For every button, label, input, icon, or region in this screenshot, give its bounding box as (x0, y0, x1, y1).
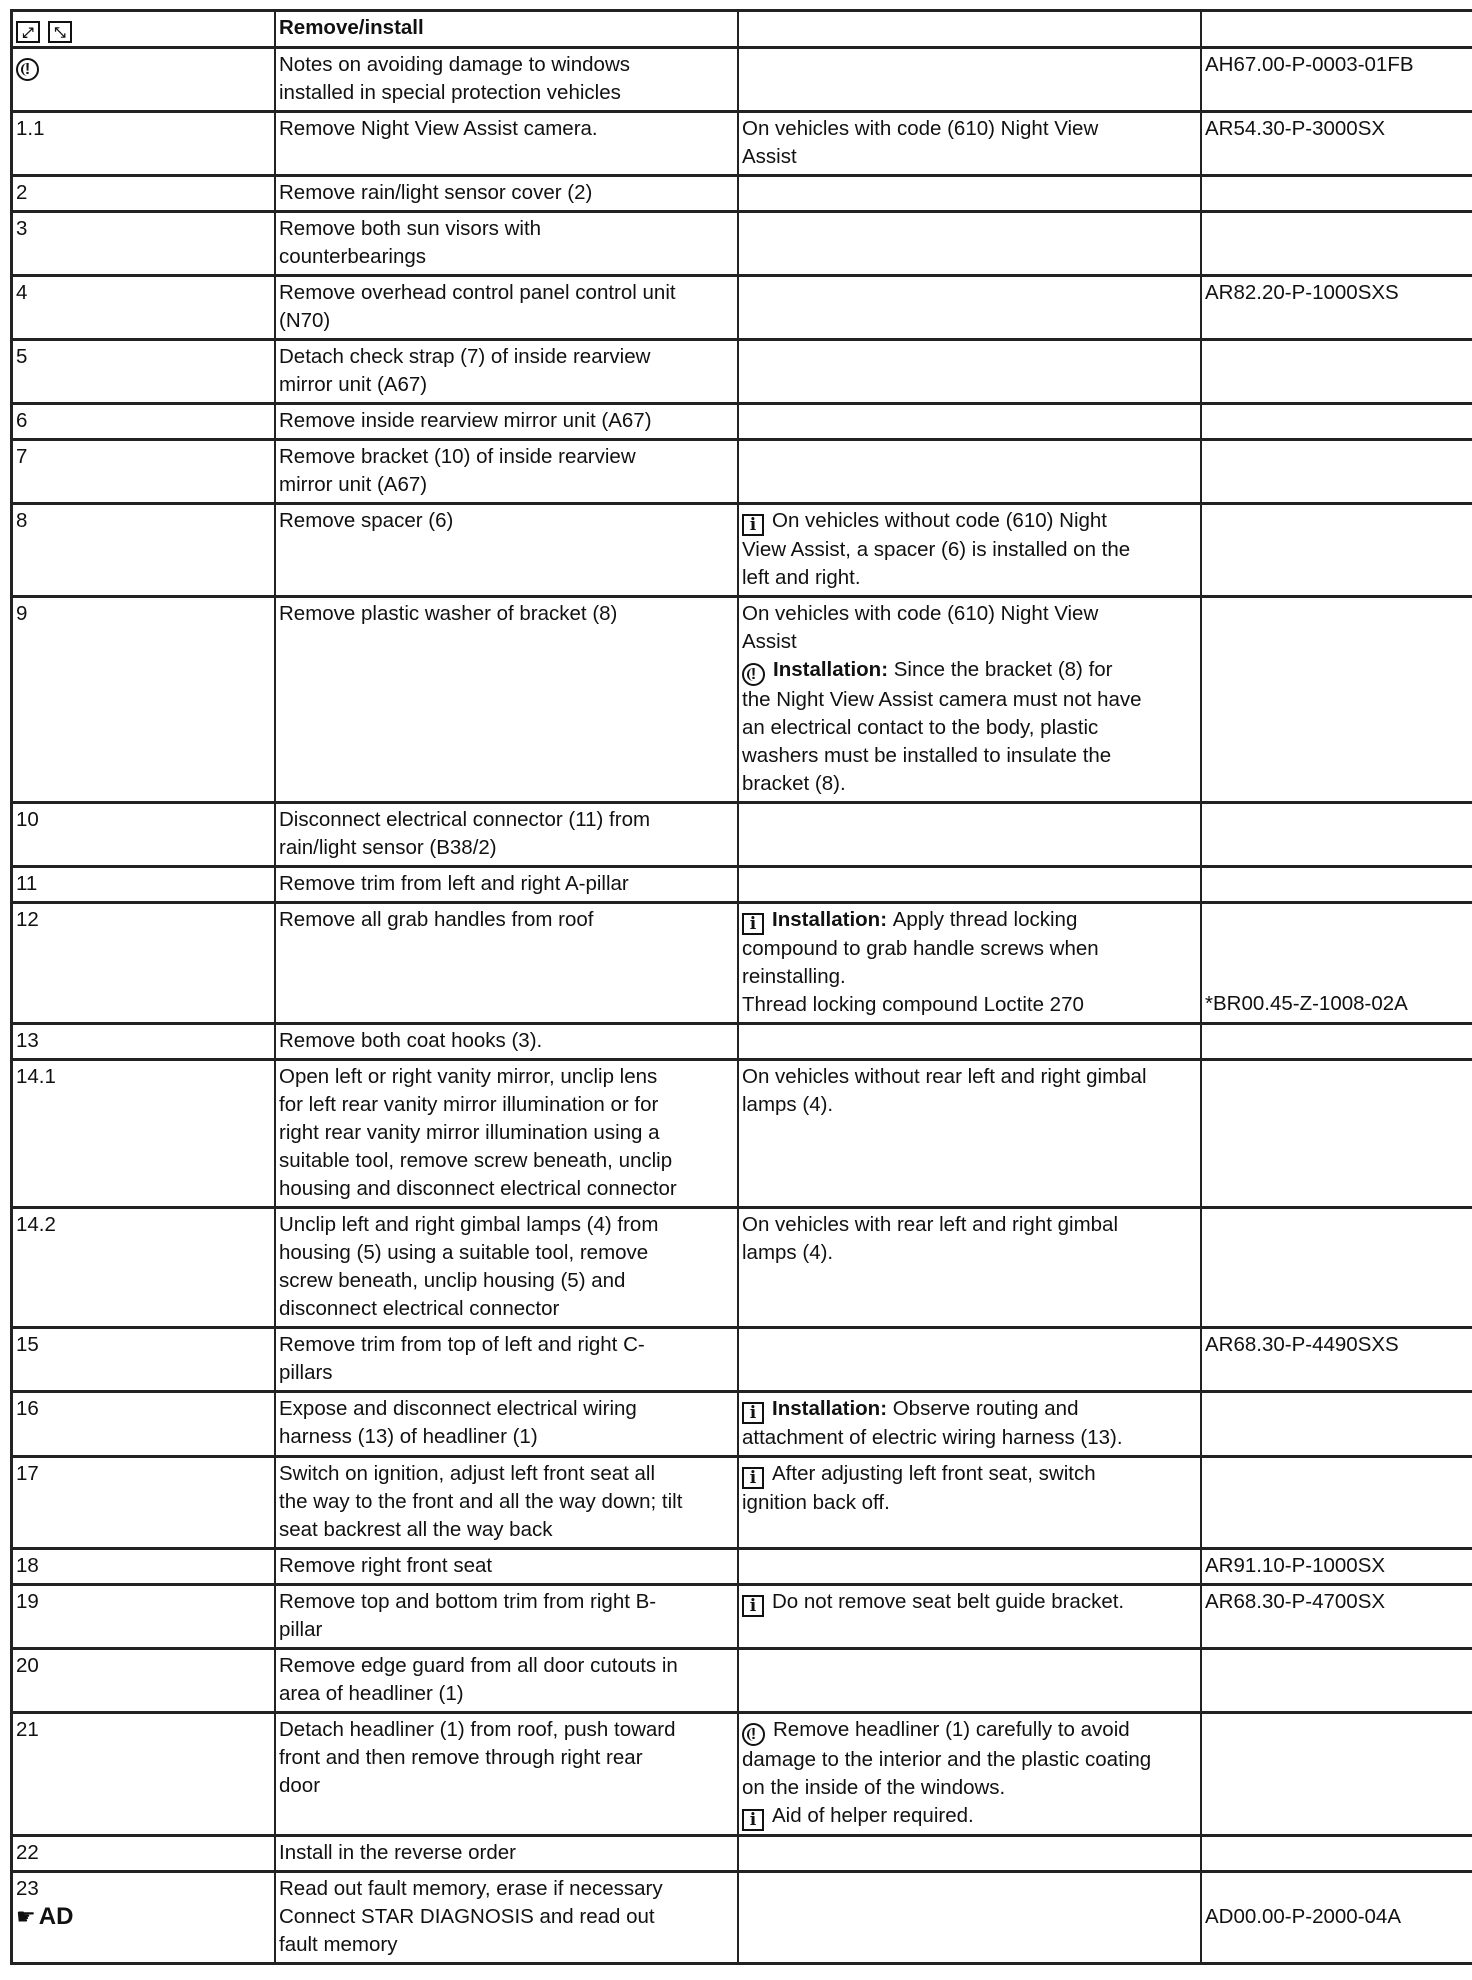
step-cell (12, 340, 276, 404)
step-number: 18 (16, 1554, 39, 1577)
table-row (12, 1024, 1472, 1060)
table-row (12, 803, 1472, 867)
rows.18.action-line: the way to the front and all the way down; tilt (279, 1490, 683, 1513)
note-block (742, 1802, 1197, 1831)
reference-cell (1201, 1585, 1472, 1649)
rows.12.action-line: Remove all grab handles from roof (279, 908, 594, 931)
rows.14.action-line: housing and disconnect electrical connector (279, 1177, 677, 1200)
rows.11.action-line: Remove trim from left and right A-pillar (279, 872, 629, 895)
rows.22.action-line: Detach headliner (1) from roof, push toward (279, 1718, 676, 1741)
table-row (12, 1836, 1472, 1872)
note-line: left and right. (742, 566, 861, 589)
reference-cell (1201, 867, 1472, 903)
step-number: 10 (16, 808, 39, 831)
note-line: ignition back off. (742, 1491, 890, 1514)
reference-link (1205, 934, 1472, 962)
step-cell (12, 1208, 276, 1328)
notes-cell (738, 1060, 1201, 1208)
note-line: On vehicles without rear left and right gimbal (742, 1065, 1147, 1088)
note-block (742, 906, 1197, 991)
step-number: 13 (16, 1029, 39, 1052)
reference-link[interactable]: AR91.10-P-1000SX (1205, 1554, 1386, 1577)
reference-link[interactable]: AR54.30-P-3000SX (1205, 117, 1386, 140)
action-cell (275, 176, 738, 212)
ad-badge-label: AD (38, 1903, 74, 1930)
note-line: i Aid of helper required. (742, 1802, 1197, 1831)
rows.16.action-line: Remove trim from top of left and right C- (279, 1333, 645, 1356)
reference-cell (1201, 1713, 1472, 1836)
action-cell (275, 340, 738, 404)
rows.15.action-line: screw beneath, unclip housing (5) and (279, 1269, 626, 1292)
notes-cell (738, 1585, 1201, 1649)
notes-cell (738, 1328, 1201, 1392)
notes-cell (738, 504, 1201, 597)
procedure-table (10, 9, 1472, 1965)
info-icon: i (742, 1809, 764, 1831)
reference-link[interactable]: AH67.00-P-0003-01FB (1205, 53, 1414, 76)
header-notes-cell (738, 11, 1201, 48)
table-row (12, 1208, 1472, 1328)
step-number: 11 (16, 872, 38, 895)
action-cell (275, 1585, 738, 1649)
table-row (12, 48, 1472, 112)
action-cell (275, 276, 738, 340)
reference-cell (1201, 48, 1472, 112)
note-block (742, 115, 1197, 171)
header-icons-cell (12, 11, 276, 48)
step-cell (12, 48, 276, 112)
rows.10.action-line: Disconnect electrical connector (11) from (279, 808, 651, 831)
action-cell (275, 404, 738, 440)
note-block (742, 507, 1197, 592)
action-cell (275, 48, 738, 112)
note-block (742, 991, 1197, 1019)
step-cell (12, 803, 276, 867)
info-icon: i (742, 913, 764, 935)
step-cell (12, 176, 276, 212)
step-cell (12, 1024, 276, 1060)
step-cell (12, 1392, 276, 1457)
table-row (12, 440, 1472, 504)
notes-cell (738, 1549, 1201, 1585)
info-icon: i (742, 1402, 764, 1424)
reference-cell (1201, 112, 1472, 176)
note-block (742, 1211, 1197, 1267)
rows.14.action-line: Open left or right vanity mirror, unclip lens (279, 1065, 658, 1088)
reference-link[interactable]: AR68.30-P-4490SXS (1205, 1333, 1399, 1356)
note-line: i On vehicles without code (610) Night (742, 507, 1197, 536)
rows.16.action-line: pillars (279, 1361, 333, 1384)
step-number: 14.1 (16, 1065, 56, 1088)
rows.9.action-line: Remove plastic washer of bracket (8) (279, 602, 618, 625)
table-row (12, 404, 1472, 440)
step-number: 9 (16, 602, 28, 625)
action-cell (275, 112, 738, 176)
note-label: Installation: (772, 908, 893, 931)
note-line: an electrical contact to the body, plastic (742, 716, 1099, 739)
rows.13.action-line: Remove both coat hooks (3). (279, 1029, 543, 1052)
rows.20.action-line: Remove top and bottom trim from right B- (279, 1590, 657, 1613)
rows.14.action-line: for left rear vanity mirror illumination or for (279, 1093, 659, 1116)
table-row (12, 1549, 1472, 1585)
warning-icon: ! (742, 663, 765, 686)
rows.14.action-line: right rear vanity mirror illumination using a (279, 1121, 660, 1144)
rows.3.action-line: counterbearings (279, 245, 427, 268)
reference-cell (1201, 504, 1472, 597)
action-cell (275, 1872, 738, 1964)
table-row (12, 276, 1472, 340)
note-block (742, 1588, 1197, 1617)
step-cell (12, 1457, 276, 1549)
rows.24.action-line: Connect STAR DIAGNOSIS and read out (279, 1905, 655, 1928)
rows.15.action-line: disconnect electrical connector (279, 1297, 560, 1320)
reference-cell (1201, 1392, 1472, 1457)
note-block (742, 1460, 1197, 1517)
step-number: 5 (16, 345, 28, 368)
action-cell (275, 803, 738, 867)
rows.21.action-line: area of headliner (1) (279, 1682, 464, 1705)
table-row (12, 1060, 1472, 1208)
table-row (12, 112, 1472, 176)
reference-cell (1201, 212, 1472, 276)
note-line: Thread locking compound Loctite 270 (742, 993, 1084, 1016)
step-cell (12, 276, 276, 340)
step-cell (12, 1713, 276, 1836)
table-row (12, 1713, 1472, 1836)
rows.23.action-line: Install in the reverse order (279, 1841, 517, 1864)
rows.5.action-line: Detach check strap (7) of inside rearview (279, 345, 651, 368)
action-cell (275, 1713, 738, 1836)
reference-cell (1201, 1836, 1472, 1872)
note-block (742, 600, 1197, 656)
step-cell (12, 1836, 276, 1872)
notes-cell (738, 867, 1201, 903)
note-line: Assist (742, 145, 797, 168)
table-row (12, 1328, 1472, 1392)
step-cell (12, 504, 276, 597)
header-ref-cell (1201, 11, 1472, 48)
step-number: 7 (16, 445, 28, 468)
rows.2.action-line: Remove rain/light sensor cover (2) (279, 181, 593, 204)
step-cell (12, 1649, 276, 1713)
rows.0.action-line: Notes on avoiding damage to windows (279, 53, 630, 76)
note-line: On vehicles with rear left and right gimbal (742, 1213, 1119, 1236)
reference-link (1205, 962, 1472, 990)
note-line: i Installation: Observe routing and (742, 1395, 1197, 1424)
action-cell (275, 1549, 738, 1585)
action-cell (275, 1328, 738, 1392)
rows.20.action-line: pillar (279, 1618, 323, 1641)
step-number: 23 (16, 1877, 39, 1900)
step-cell (12, 867, 276, 903)
notes-cell (738, 276, 1201, 340)
notes-cell (738, 1649, 1201, 1713)
rows.18.action-line: Switch on ignition, adjust left front seat all (279, 1462, 656, 1485)
rows.22.action-line: front and then remove through right rear (279, 1746, 643, 1769)
note-line: bracket (8). (742, 772, 846, 795)
warning-icon: ! (16, 58, 39, 81)
reference-cell (1201, 1549, 1472, 1585)
reference-cell (1201, 404, 1472, 440)
notes-cell (738, 440, 1201, 504)
note-block (742, 1716, 1197, 1802)
note-line: Assist (742, 630, 797, 653)
note-line: On vehicles with code (610) Night View (742, 117, 1099, 140)
action-cell (275, 504, 738, 597)
reference-cell (1201, 597, 1472, 803)
rows.8.action-line: Remove spacer (6) (279, 509, 454, 532)
note-line: On vehicles with code (610) Night View (742, 602, 1099, 625)
note-line: i After adjusting left front seat, switch (742, 1460, 1197, 1489)
action-cell (275, 1836, 738, 1872)
step-number: 14.2 (16, 1213, 56, 1236)
note-line: on the inside of the windows. (742, 1776, 1006, 1799)
rows.18.action-line: seat backrest all the way back (279, 1518, 553, 1541)
rows.10.action-line: rain/light sensor (B38/2) (279, 836, 497, 859)
table-row (12, 340, 1472, 404)
step-cell (12, 440, 276, 504)
reference-cell (1201, 1872, 1472, 1964)
notes-cell (738, 48, 1201, 112)
rows.6.action-line: Remove inside rearview mirror unit (A67) (279, 409, 652, 432)
reference-link (1205, 906, 1472, 934)
step-number: 16 (16, 1397, 39, 1420)
table-row (12, 1457, 1472, 1549)
notes-cell (738, 1836, 1201, 1872)
reference-link (1205, 1875, 1472, 1903)
note-line: i Do not remove seat belt guide bracket. (742, 1588, 1197, 1617)
step-cell (12, 1585, 276, 1649)
rows.14.action-line: suitable tool, remove screw beneath, unclip (279, 1149, 673, 1172)
step-cell (12, 212, 276, 276)
reference-link[interactable]: *BR00.45-Z-1008-02A (1205, 992, 1408, 1015)
table-row (12, 597, 1472, 803)
note-line: View Assist, a spacer (6) is installed on the (742, 538, 1131, 561)
reference-cell (1201, 803, 1472, 867)
reference-cell (1201, 340, 1472, 404)
notes-cell (738, 212, 1201, 276)
warning-icon: ! (742, 1723, 765, 1746)
note-line: attachment of electric wiring harness (13). (742, 1426, 1123, 1449)
reference-cell (1201, 1457, 1472, 1549)
step-number: 22 (16, 1841, 39, 1864)
notes-cell (738, 903, 1201, 1024)
reference-link[interactable]: AR68.30-P-4700SX (1205, 1590, 1386, 1613)
rows.24.action-line: fault memory (279, 1933, 398, 1956)
step-cell (12, 1872, 276, 1964)
note-line: lamps (4). (742, 1093, 834, 1116)
rows.0.action-line: installed in special protection vehicles (279, 81, 621, 104)
table-row (12, 867, 1472, 903)
table-header-row (12, 11, 1472, 48)
table-row (12, 1872, 1472, 1964)
notes-cell (738, 1713, 1201, 1836)
rows.15.action-line: housing (5) using a suitable tool, remove (279, 1241, 649, 1264)
reference-cell (1201, 276, 1472, 340)
note-line: compound to grab handle screws when (742, 937, 1099, 960)
rows.24.action-line: Read out fault memory, erase if necessary (279, 1877, 663, 1900)
step-number: 19 (16, 1590, 39, 1613)
table-row (12, 1585, 1472, 1649)
rows.1.action-line: Remove Night View Assist camera. (279, 117, 598, 140)
note-block (742, 656, 1197, 798)
table-row (12, 1392, 1472, 1457)
note-line: i Installation: Apply thread locking (742, 906, 1197, 935)
notes-cell (738, 404, 1201, 440)
rows.3.action-line: Remove both sun visors with (279, 217, 542, 240)
action-cell (275, 1208, 738, 1328)
reference-cell (1201, 1208, 1472, 1328)
step-number: 15 (16, 1333, 39, 1356)
reference-cell (1201, 1649, 1472, 1713)
rows.5.action-line: mirror unit (A67) (279, 373, 428, 396)
note-line: ! Installation: Since the bracket (8) for (742, 656, 1197, 686)
notes-cell (738, 340, 1201, 404)
table-row (12, 504, 1472, 597)
diagnosis-hand-icon (16, 1903, 73, 1931)
note-label: Installation: (772, 1397, 893, 1420)
info-icon: i (742, 1467, 764, 1489)
step-number: 4 (16, 281, 28, 304)
reference-cell (1201, 1024, 1472, 1060)
rows.21.action-line: Remove edge guard from all door cutouts in (279, 1654, 678, 1677)
notes-cell (738, 1208, 1201, 1328)
action-cell (275, 903, 738, 1024)
note-line: damage to the interior and the plastic coating (742, 1748, 1152, 1771)
action-cell (275, 597, 738, 803)
step-cell (12, 112, 276, 176)
rows.4.action-line: (N70) (279, 309, 331, 332)
rows.19.action-line: Remove right front seat (279, 1554, 493, 1577)
step-cell (12, 1060, 276, 1208)
pointing-hand-icon: ☛ (16, 1904, 36, 1929)
step-cell (12, 903, 276, 1024)
notes-cell (738, 176, 1201, 212)
table-row (12, 212, 1472, 276)
step-cell (12, 597, 276, 803)
action-cell (275, 1457, 738, 1549)
reference-cell (1201, 1060, 1472, 1208)
step-cell (12, 1328, 276, 1392)
step-number: 21 (16, 1718, 39, 1741)
rows.7.action-line: Remove bracket (10) of inside rearview (279, 445, 636, 468)
reference-cell (1201, 1328, 1472, 1392)
notes-cell (738, 1457, 1201, 1549)
rows.7.action-line: mirror unit (A67) (279, 473, 428, 496)
note-line: reinstalling. (742, 965, 846, 988)
action-cell (275, 212, 738, 276)
action-cell (275, 440, 738, 504)
note-line: ! Remove headliner (1) carefully to avoid (742, 1716, 1197, 1746)
collapse-icon[interactable]: ⤡ (48, 21, 72, 43)
table-row (12, 1649, 1472, 1713)
rows.15.action-line: Unclip left and right gimbal lamps (4) from (279, 1213, 659, 1236)
note-line: the Night View Assist camera must not have (742, 688, 1142, 711)
note-line: lamps (4). (742, 1241, 834, 1264)
action-cell (275, 867, 738, 903)
notes-cell (738, 597, 1201, 803)
step-number: 1.1 (16, 117, 45, 140)
action-cell (275, 1649, 738, 1713)
step-number: 12 (16, 908, 39, 931)
step-cell (12, 1549, 276, 1585)
note-block (742, 1063, 1197, 1119)
action-cell (275, 1060, 738, 1208)
action-cell (275, 1024, 738, 1060)
rows.17.action-line: Expose and disconnect electrical wiring (279, 1397, 637, 1420)
rows.4.action-line: Remove overhead control panel control unit (279, 281, 676, 304)
step-number: 3 (16, 217, 28, 240)
reference-cell (1201, 176, 1472, 212)
notes-cell (738, 1392, 1201, 1457)
notes-cell (738, 803, 1201, 867)
note-block (742, 1395, 1197, 1452)
reference-link[interactable]: AD00.00-P-2000-04A (1205, 1905, 1402, 1928)
rows.22.action-line: door (279, 1774, 321, 1797)
info-icon: i (742, 514, 764, 536)
notes-cell (738, 1872, 1201, 1964)
action-cell (275, 1392, 738, 1457)
expand-icon[interactable]: ⤢ (16, 21, 40, 43)
info-icon: i (742, 1595, 764, 1617)
table-row (12, 176, 1472, 212)
reference-cell (1201, 440, 1472, 504)
step-number: 20 (16, 1654, 39, 1677)
note-line: washers must be installed to insulate the (742, 744, 1112, 767)
step-number: 2 (16, 181, 28, 204)
table-row (12, 903, 1472, 1024)
reference-cell (1201, 903, 1472, 1024)
rows.17.action-line: harness (13) of headliner (1) (279, 1425, 538, 1448)
notes-cell (738, 112, 1201, 176)
header-title: Remove/install (275, 11, 738, 48)
notes-cell (738, 1024, 1201, 1060)
step-cell (12, 404, 276, 440)
step-number: 17 (16, 1462, 39, 1485)
note-label: Installation: (773, 658, 894, 681)
step-number: 6 (16, 409, 28, 432)
reference-link[interactable]: AR82.20-P-1000SXS (1205, 281, 1399, 304)
step-number: 8 (16, 509, 28, 532)
